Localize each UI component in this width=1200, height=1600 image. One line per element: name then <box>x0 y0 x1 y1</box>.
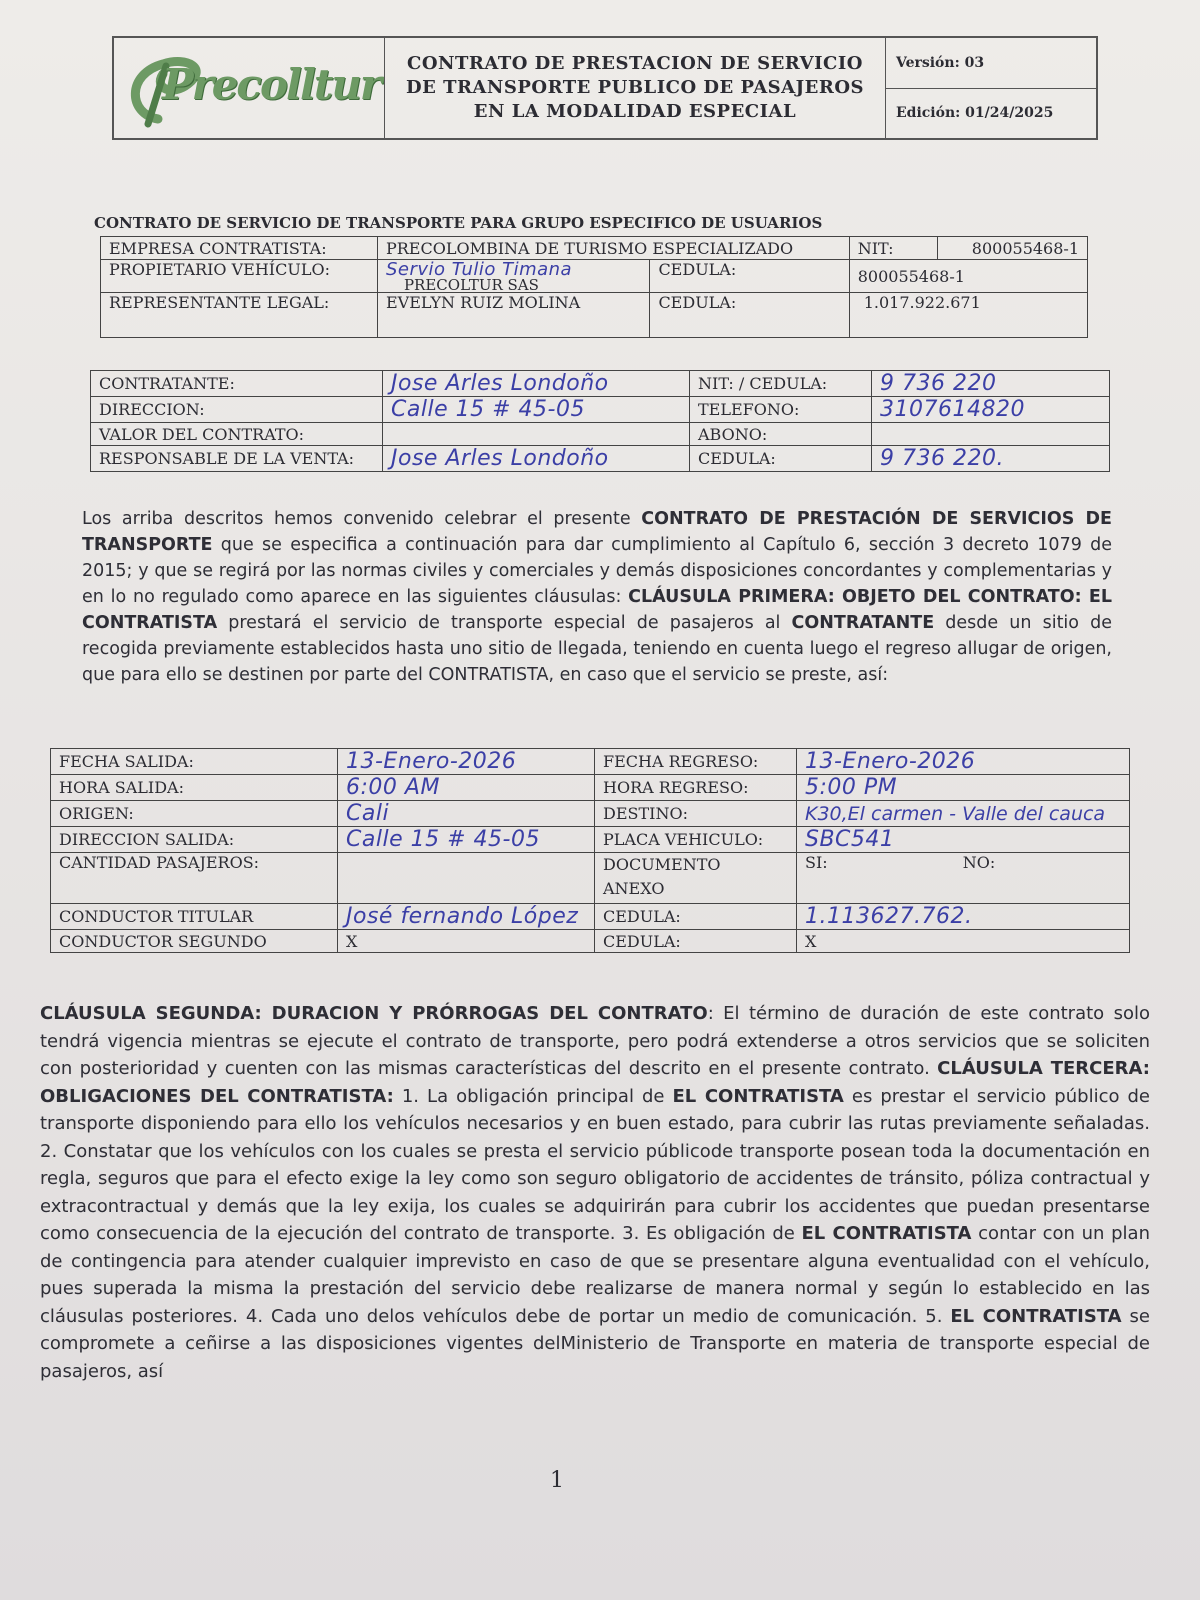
paragraph-bold: EL CONTRATISTA <box>801 1223 972 1244</box>
contratante-table <box>90 370 1110 472</box>
document-header <box>112 36 1098 140</box>
paragraph-text: contar con un plan de contingencia para atender cualquier imprevisto en caso de que se presentare alguna eventualidad con el vehículo, pues superada la misma la prestación del servicio debe realizarse de manera normal y según lo establecido en las cláusulas posteriores. 4. Cada uno delos vehículos debe de portar un medio de comunicación. 5. <box>40 1223 1150 1327</box>
document-meta <box>886 38 1096 138</box>
logo-text: Precolltur <box>162 60 380 109</box>
representante-label: REPRESENTANTE LEGAL: <box>101 293 378 338</box>
page-number: 1 <box>550 1468 564 1493</box>
documento-options <box>797 853 1130 904</box>
nit-cedula-label: NIT: / CEDULA: <box>690 371 872 397</box>
paragraph-text: Los arriba descritos hemos convenido celebrar el presente <box>82 509 642 529</box>
paragraph-bold: CLÁUSULA TERCERA: OBLIGACIONES DEL CONTRATISTA: <box>40 1058 1150 1107</box>
destino-value: K30,El carmen - Valle del cauca <box>797 801 1130 827</box>
origen-label: ORIGEN: <box>51 801 338 827</box>
fecha-regreso-value: 13-Enero-2026 <box>797 749 1130 775</box>
table-row <box>91 423 1110 446</box>
paragraph-text: desde un sitio de recogida previamente establecidos hasta uno sitio de llegada, teniendo en cuenta luego el regreso allugar de origen, que para ello se destinen por parte del CONTRATISTA, en caso que el servicio se preste, así: <box>82 613 1113 685</box>
empresa-label: EMPRESA CONTRATISTA: <box>101 237 378 260</box>
paragraph-text: que se especifica a continuación para dar cumplimiento al Capítulo 6, sección 3 decreto 1079 de 2015; y que se regirá por las normas civiles y comerciales y demás disposiciones concordantes y complementarias y en lo no regulado como aparece en las siguientes cláusulas: <box>82 535 1112 607</box>
conductor-segundo-value: X <box>338 930 595 953</box>
table-row <box>51 930 1130 953</box>
document-title <box>385 38 886 138</box>
cedula-label: CEDULA: <box>690 446 872 472</box>
direccion-salida-label: DIRECCION SALIDA: <box>51 827 338 853</box>
table-row <box>51 775 1130 801</box>
conductor-titular-cedula: 1.113627.762. <box>797 904 1130 930</box>
valor-label: VALOR DEL CONTRATO: <box>91 423 383 446</box>
representante-cedula: 1.017.922.671 <box>849 293 1087 338</box>
conductor-segundo-cedula: X <box>797 930 1130 953</box>
paragraph-text: prestará el servicio de transporte especial de pasajeros al <box>217 613 792 633</box>
cedula-label: CEDULA: <box>595 904 797 930</box>
responsable-cedula: 9 736 220. <box>872 446 1110 472</box>
cantidad-label: CANTIDAD PASAJEROS: <box>51 853 338 904</box>
table-row <box>51 853 1130 904</box>
empresa-value: PRECOLOMBINA DE TURISMO ESPECIALIZADO <box>377 237 849 260</box>
placa-value: SBC541 <box>797 827 1130 853</box>
table-row <box>101 260 1088 293</box>
paragraph-bold: CONTRATANTE <box>791 613 935 633</box>
paragraph-text: es prestar el servicio público de transporte disponiendo para ello los vehículos necesarios y en buen estado, para cubrir las rutas previamente señaladas. 2. Constatar que los vehículos con los cuales se presta el servicio públicode transporte posean toda la documentación en regla, seguros que para el efecto exige la ley como son seguro obligatorio de accidentes de tránsito, póliza contractual y extracontractual y demás que la ley exija, los cuales se adquirirán para cubrir los accidentes que puedan presentarse como consecuencia de la ejecución del contrato de transporte. 3. Es obligación de <box>40 1085 1150 1244</box>
propietario-cedula: 800055468-1 <box>849 260 1087 293</box>
propietario-cell <box>377 260 649 293</box>
placa-label: PLACA VEHICULO: <box>595 827 797 853</box>
abono-value <box>872 423 1110 446</box>
responsable-value: Jose Arles Londoño <box>383 446 690 472</box>
paragraph-bold: CLÁUSULA SEGUNDA: DURACION Y PRÓRROGAS DEL CONTRATO <box>40 1003 708 1024</box>
table-row <box>51 827 1130 853</box>
documento-line: ANEXO <box>603 879 665 898</box>
documento-line: DOCUMENTO <box>603 855 721 874</box>
paragraph-text: : El término de duración de este contrato solo tendrá vigencia mientras se ejecute el contrato de transporte, pero podrá extenderse a otros servicios que se soliciten con posterioridad y cuenten con las mismas características del descrito en el presente contrato. <box>40 1003 1150 1079</box>
edition-label: Edición: 01/24/2025 <box>896 105 1054 122</box>
title-line: DE TRANSPORTE PUBLICO DE PASAJEROS <box>405 77 865 98</box>
table-row <box>101 237 1088 260</box>
telefono-value: 3107614820 <box>872 397 1110 423</box>
title-line: EN LA MODALIDAD ESPECIAL <box>473 101 797 122</box>
table-row <box>101 293 1088 338</box>
company-table <box>100 236 1088 338</box>
intro-paragraph <box>82 506 1112 688</box>
section-title: CONTRATO DE SERVICIO DE TRANSPORTE PARA GRUPO ESPECIFICO DE USUARIOS <box>94 214 823 232</box>
cedula-label: CEDULA: <box>650 293 849 338</box>
hora-salida-value: 6:00 AM <box>338 775 595 801</box>
trip-table <box>50 748 1130 953</box>
company-logo <box>114 38 385 138</box>
nit-label: NIT: <box>849 237 937 260</box>
paragraph-text: se compromete a ceñirse a las disposiciones vigentes delMinisterio de Transporte en materia de transporte especial de pasajeros, así <box>40 1305 1151 1382</box>
cedula-label: CEDULA: <box>595 930 797 953</box>
conductor-titular-value: José fernando López <box>338 904 595 930</box>
paragraph-bold: CLÁUSULA PRIMERA: OBJETO DEL CONTRATO: EL CONTRATISTA <box>82 587 1112 633</box>
conductor-segundo-label: CONDUCTOR SEGUNDO <box>51 930 338 953</box>
paragraph-bold: CONTRATO DE PRESTACIÓN DE SERVICIOS DE TRANSPORTE <box>82 509 1112 555</box>
direccion-value: Calle 15 # 45-05 <box>383 397 690 423</box>
direccion-label: DIRECCION: <box>91 397 383 423</box>
cedula-label: CEDULA: <box>650 260 849 293</box>
destino-label: DESTINO: <box>595 801 797 827</box>
propietario-handwritten: Servio Tulio Timana <box>385 259 573 280</box>
responsable-label: RESPONSABLE DE LA VENTA: <box>91 446 383 472</box>
conductor-titular-label: CONDUCTOR TITULAR <box>51 904 338 930</box>
fecha-salida-value: 13-Enero-2026 <box>338 749 595 775</box>
clauses-paragraph <box>40 1000 1150 1385</box>
propietario-printed: PRECOLTUR SAS <box>403 276 539 294</box>
abono-label: ABONO: <box>690 423 872 446</box>
table-row <box>51 801 1130 827</box>
table-row <box>91 371 1110 397</box>
contratante-value: Jose Arles Londoño <box>383 371 690 397</box>
documento-label <box>595 853 797 904</box>
contratante-label: CONTRATANTE: <box>91 371 383 397</box>
nit-value: 800055468-1 <box>937 237 1087 260</box>
si-label: SI: <box>805 853 828 872</box>
table-row <box>51 749 1130 775</box>
fecha-regreso-label: FECHA REGRESO: <box>595 749 797 775</box>
table-row <box>51 904 1130 930</box>
version-label: Versión: 03 <box>886 38 1096 89</box>
table-row <box>91 446 1110 472</box>
propietario-label: PROPIETARIO VEHÍCULO: <box>101 260 378 293</box>
telefono-label: TELEFONO: <box>690 397 872 423</box>
hora-regreso-label: HORA REGRESO: <box>595 775 797 801</box>
fecha-salida-label: FECHA SALIDA: <box>51 749 338 775</box>
valor-value <box>383 423 690 446</box>
paragraph-bold: EL CONTRATISTA <box>672 1085 844 1107</box>
title-line: CONTRATO DE PRESTACION DE SERVICIO <box>407 53 863 74</box>
hora-regreso-value: 5:00 PM <box>797 775 1130 801</box>
paragraph-bold: EL CONTRATISTA <box>950 1305 1122 1327</box>
representante-value: EVELYN RUIZ MOLINA <box>377 293 649 338</box>
no-label: NO: <box>962 853 996 872</box>
hora-salida-label: HORA SALIDA: <box>51 775 338 801</box>
origen-value: Cali <box>338 801 595 827</box>
nit-cedula-value: 9 736 220 <box>872 371 1110 397</box>
direccion-salida-value: Calle 15 # 45-05 <box>338 827 595 853</box>
cantidad-value <box>338 853 595 904</box>
paragraph-text: 1. La obligación principal de <box>393 1085 673 1107</box>
table-row <box>91 397 1110 423</box>
